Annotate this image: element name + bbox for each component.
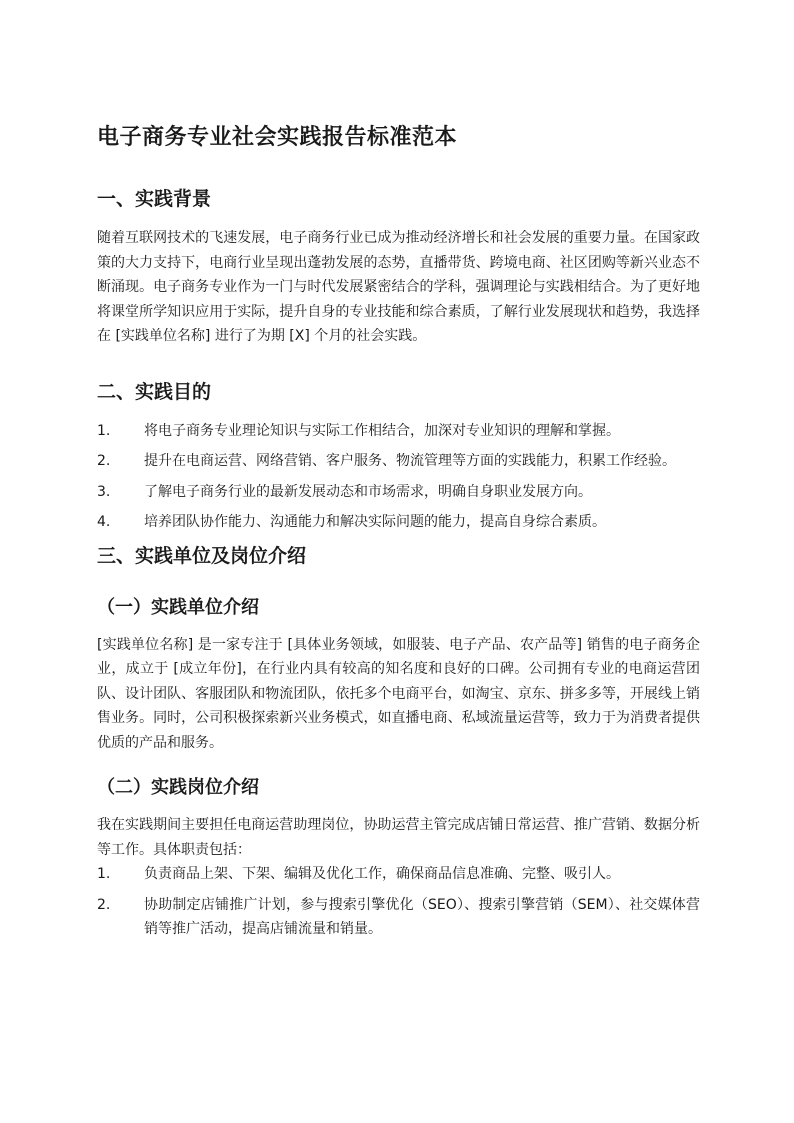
subsection-heading-unit-intro: （一）实践单位介绍 — [97, 596, 259, 618]
list-item-text: 提升在电商运营、网络营销、客户服务、物流管理等方面的实践能力，积累工作经验。 — [144, 453, 676, 469]
list-item-number: 3. — [97, 483, 111, 500]
background-paragraph: 随着互联网技术的飞速发展，电子商务行业已成为推动经济增长和社会发展的重要力量。在国家政策的大力支持下，电商行业呈现出蓬勃发展的态势，直播带货、跨境电商、社区团购等新兴业态不断涌现。电子商务专业作为一门与时代发展紧密结合的学科，强调理论与实践相结合。为了更好地将课堂所学知识应用于实际，提升自身的专业技能和综合素质，了解行业发展现状和趋势，我选择在 [实践单位名称] 进行了为期 [X] 个月的社会实践。 — [97, 230, 700, 344]
list-item-text: 协助制定店铺推广计划，参与搜索引擎优化（SEO）、搜索引擎营销（SEM）、社交媒体营销等推广活动，提高店铺流量和销量。 — [144, 896, 700, 937]
subsection-heading-position: （二）实践岗位介绍 — [97, 777, 259, 798]
list-item — [97, 510, 700, 535]
list-item-number: 1. — [97, 422, 111, 439]
purpose-list — [97, 419, 700, 535]
section-heading-purpose: 二、实践目的 — [97, 380, 212, 403]
list-item-number: 1. — [97, 866, 111, 882]
unit-intro-paragraph: [实践单位名称] 是一家专注于 [具体业务领域，如服装、电子产品、农产品等] 销售的电子商务企业，成立于 [成立年份]，在行业内具有较高的知名度和良好的口碑。公司拥有专业的电商运营团队、设计团队、客服团队和物流团队，依托多个电商平台，如淘宝、京东、拼多多等，开展线上销售业务。同时，公司积极探索新兴业务模式，如直播电商、私域流量运营等，致力于为消费者提供优质的产品和服务。 — [97, 636, 700, 751]
list-item-number: 4. — [97, 514, 111, 530]
section-heading-background: 一、实践背景 — [97, 188, 212, 210]
list-item — [97, 862, 700, 887]
list-item — [97, 893, 700, 942]
list-item-text: 了解电子商务行业的最新发展动态和市场需求，明确自身职业发展方向。 — [144, 483, 592, 500]
list-item — [97, 449, 700, 474]
list-item-text: 负责商品上架、下架、编辑及优化工作，确保商品信息准确、完整、吸引人。 — [144, 866, 620, 882]
list-item-text: 培养团队协作能力、沟通能力和解决实际问题的能力，提高自身综合素质。 — [144, 514, 606, 530]
document-page — [97, 118, 700, 948]
list-item — [97, 480, 700, 505]
list-item-text: 将电子商务专业理论知识与实际工作相结合，加深对专业知识的理解和掌握。 — [144, 422, 620, 439]
position-paragraph: 我在实践期间主要担任电商运营助理岗位，协助运营主管完成店铺日常运营、推广营销、数据分析等工作。具体职责包括： — [97, 817, 700, 858]
list-item-number: 2. — [97, 896, 111, 913]
section-heading-unit: 三、实践单位及岗位介绍 — [97, 544, 307, 567]
document-title: 电子商务专业社会实践报告标准范本 — [97, 125, 458, 150]
list-item — [97, 419, 700, 444]
duties-list — [97, 862, 700, 942]
list-item-number: 2. — [97, 453, 111, 469]
